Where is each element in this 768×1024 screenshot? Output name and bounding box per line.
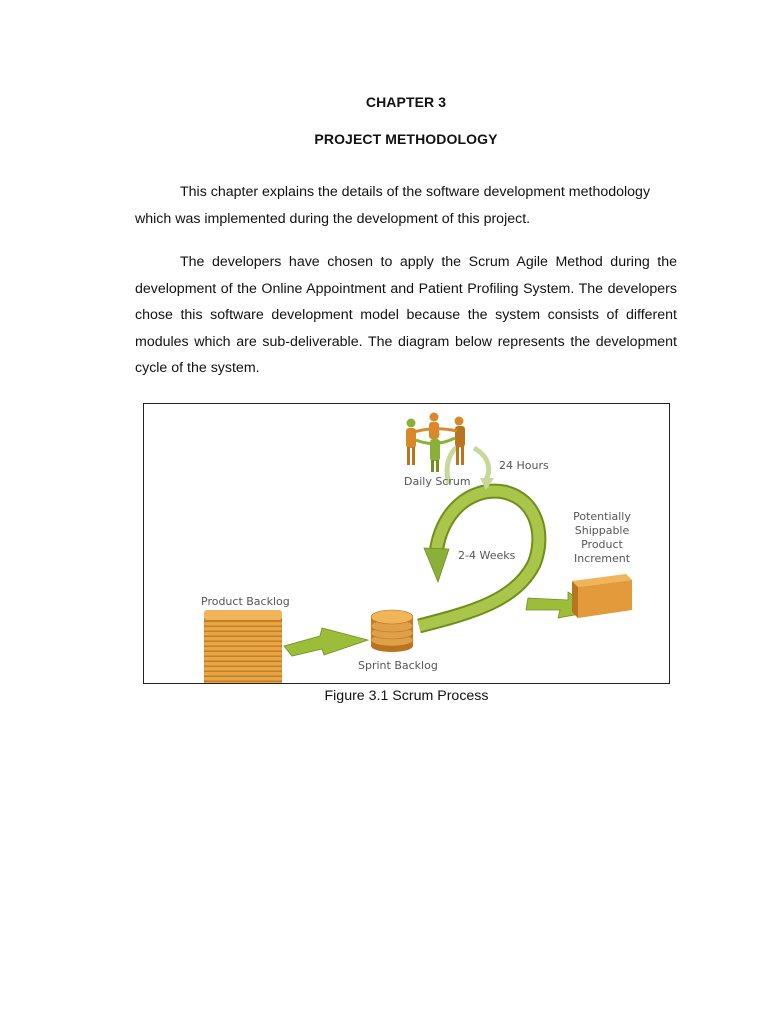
backlog-sheet	[204, 642, 282, 646]
daily-scrum-team-icon	[406, 413, 465, 473]
sprint-backlog-stack	[371, 610, 413, 652]
backlog-sheet	[204, 622, 282, 626]
intro-line-1: This chapter explains the details of the software development methodology	[180, 184, 651, 200]
backlog-sheet	[204, 647, 282, 651]
svg-text:Product: Product	[581, 538, 623, 551]
scrum-diagram	[144, 404, 669, 683]
methodology-paragraph: The developers have chosen to apply the Scrum Agile Method during the development of the Online Appointment and Patient Profiling System. The developers chose this software development model because the system consists of different modules which are sub-deliverable. The diagram below represents the development cycle of the system.	[135, 254, 677, 377]
backlog-sheet	[204, 672, 282, 676]
sprint-backlog-label: Sprint Backlog	[358, 659, 438, 672]
product-increment-box	[572, 574, 632, 618]
chapter-number: CHAPTER 3	[365, 94, 447, 110]
product-backlog-stack	[204, 610, 282, 683]
daily-scrum-duration-label: 24 Hours	[499, 459, 549, 472]
backlog-sheet	[204, 682, 282, 683]
svg-text:Increment: Increment	[573, 552, 631, 565]
svg-text:Shippable: Shippable	[574, 524, 630, 537]
svg-text:Potentially: Potentially	[573, 510, 631, 523]
intro-paragraph	[135, 179, 677, 232]
backlog-to-sprint-arrow	[284, 628, 368, 656]
sprint-duration-label: 2-4 Weeks	[458, 549, 516, 562]
backlog-sheet	[204, 677, 282, 681]
product-backlog-label: Product Backlog	[201, 595, 290, 608]
backlog-sheet	[204, 667, 282, 671]
backlog-sheet	[204, 652, 282, 656]
backlog-sheet	[204, 657, 282, 661]
backlog-sheet	[204, 662, 282, 666]
backlog-sheet	[204, 632, 282, 636]
intro-line-2: which was implemented during the development of this project.	[135, 210, 531, 227]
chapter-title: PROJECT METHODOLOGY	[314, 131, 498, 147]
daily-scrum-label: Daily Scrum	[404, 475, 471, 488]
product-increment-label	[573, 510, 631, 565]
scrum-process-figure	[143, 403, 670, 684]
backlog-sheet	[204, 627, 282, 631]
figure-caption: Figure 3.1 Scrum Process	[324, 688, 489, 704]
backlog-sheet	[204, 637, 282, 641]
